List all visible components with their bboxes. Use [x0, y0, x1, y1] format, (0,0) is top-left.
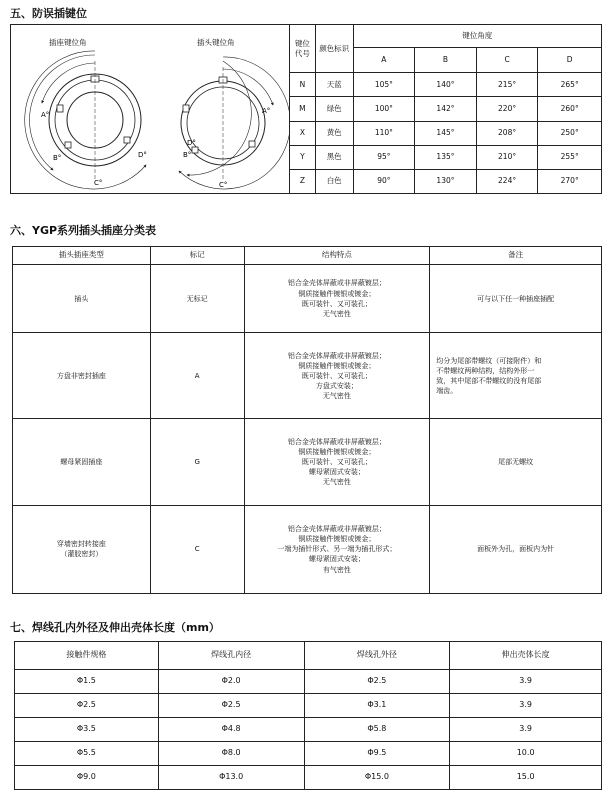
- inner-diameter: Φ13.0: [158, 766, 304, 790]
- key-angle-diagram-cell: [11, 25, 290, 194]
- note-header: 备注: [430, 247, 602, 265]
- outer-diameter: Φ9.5: [304, 742, 450, 766]
- color-mark: 绿色: [315, 97, 353, 121]
- key-code: N: [290, 73, 316, 97]
- angle-a: 90°: [353, 169, 415, 193]
- plug-angle-label: 插头键位角: [197, 38, 235, 47]
- features-cell: 铝合金壳体屏蔽或非屏蔽镀层； 铜质接触件镀银或镀金； 一端为插针形式、另一端为插孔形式； 螺母紧固式安装； 有气密性: [244, 505, 430, 593]
- solder-hole-table: [14, 641, 602, 790]
- type-header: 插头插座类型: [13, 247, 151, 265]
- table-row: [13, 505, 602, 593]
- color-mark: 天蓝: [315, 73, 353, 97]
- inner-diameter: Φ8.0: [158, 742, 304, 766]
- outer-diameter: Φ2.5: [304, 670, 450, 694]
- key-code: M: [290, 97, 316, 121]
- table-row: [15, 742, 602, 766]
- outer-diameter: Φ3.1: [304, 694, 450, 718]
- contact-spec: Φ1.5: [15, 670, 159, 694]
- key-code: X: [290, 121, 316, 145]
- socket-label-b: B°: [53, 154, 62, 162]
- features-cell: 铝合金壳体屏蔽或非屏蔽镀层； 铜质接触件镀银或镀金； 既可装针、又可装孔； 方盘式安装； 无气密性: [244, 333, 430, 419]
- contact-spec: Φ2.5: [15, 694, 159, 718]
- contact-spec-header: 接触件规格: [15, 642, 159, 670]
- contact-spec: Φ3.5: [15, 718, 159, 742]
- extension-length: 3.9: [450, 670, 602, 694]
- plug-label-b: B°: [183, 151, 192, 159]
- color-mark-header: 颜色标识: [315, 25, 353, 73]
- angle-a: 105°: [353, 73, 415, 97]
- angle-a: 110°: [353, 121, 415, 145]
- angle-d: 255°: [538, 145, 602, 169]
- mark-cell: G: [150, 419, 244, 505]
- angle-d: 270°: [538, 169, 602, 193]
- color-mark: 黑色: [315, 145, 353, 169]
- table-row: [15, 766, 602, 790]
- type-cell: 插头: [13, 265, 151, 333]
- angle-b: 135°: [415, 145, 477, 169]
- angle-c: 215°: [476, 73, 538, 97]
- key-position-table: [10, 24, 602, 194]
- outer-diameter-header: 焊线孔外径: [304, 642, 450, 670]
- angle-c: 208°: [476, 121, 538, 145]
- socket-label-d: D°: [138, 151, 147, 159]
- table-row: [15, 694, 602, 718]
- col-b-header: B: [415, 48, 477, 73]
- mark-header: 标记: [150, 247, 244, 265]
- socket-label-c: C°: [94, 179, 103, 187]
- type-cell: 穿墙密封转接座 （灌胶密封）: [13, 505, 151, 593]
- extension-length: 3.9: [450, 694, 602, 718]
- angle-c: 224°: [476, 169, 538, 193]
- features-cell: 铝合金壳体屏蔽或非屏蔽镀层； 铜质接触件镀银或镀金； 既可装针、又可装孔； 无气密性: [244, 265, 430, 333]
- classification-table: [12, 246, 602, 594]
- socket-diagram: [25, 51, 146, 189]
- contact-spec: Φ5.5: [15, 742, 159, 766]
- key-code: Y: [290, 145, 316, 169]
- angle-d: 260°: [538, 97, 602, 121]
- table-row: [15, 718, 602, 742]
- outer-diameter: Φ5.8: [304, 718, 450, 742]
- angle-b: 130°: [415, 169, 477, 193]
- key-code: Z: [290, 169, 316, 193]
- mark-cell: C: [150, 505, 244, 593]
- angle-d: 250°: [538, 121, 602, 145]
- inner-diameter: Φ2.5: [158, 694, 304, 718]
- note-cell: 可与以下任一种插座插配: [430, 265, 602, 333]
- plug-label-c: C°: [219, 181, 228, 189]
- color-mark: 黄色: [315, 121, 353, 145]
- section5-title: 五、防误插键位: [10, 7, 87, 20]
- key-angle-header: 键位角度: [353, 25, 601, 48]
- angle-a: 95°: [353, 145, 415, 169]
- type-cell: 方盘非密封插座: [13, 333, 151, 419]
- angle-b: 142°: [415, 97, 477, 121]
- col-c-header: C: [476, 48, 538, 73]
- mark-cell: 无标记: [150, 265, 244, 333]
- inner-diameter: Φ2.0: [158, 670, 304, 694]
- table-row: [13, 265, 602, 333]
- plug-label-a: A°: [262, 107, 271, 115]
- extension-length-header: 伸出壳体长度: [450, 642, 602, 670]
- key-code-header: 键位 代号: [290, 25, 316, 73]
- col-d-header: D: [538, 48, 602, 73]
- contact-spec: Φ9.0: [15, 766, 159, 790]
- angle-a: 100°: [353, 97, 415, 121]
- section7-title: 七、焊线孔内外径及伸出壳体长度（mm）: [10, 621, 220, 634]
- table-row: [13, 333, 602, 419]
- angle-b: 145°: [415, 121, 477, 145]
- extension-length: 3.9: [450, 718, 602, 742]
- angle-d: 265°: [538, 73, 602, 97]
- color-mark: 白色: [315, 169, 353, 193]
- note-cell: 面板外为孔，面板内为针: [430, 505, 602, 593]
- plug-label-d: D°: [187, 139, 196, 147]
- inner-diameter: Φ4.8: [158, 718, 304, 742]
- table-row: [13, 419, 602, 505]
- col-a-header: A: [353, 48, 415, 73]
- section6-title: 六、YGP系列插头插座分类表: [10, 224, 157, 237]
- key-angle-diagram: [11, 25, 289, 193]
- note-cell: 尾部无螺纹: [430, 419, 602, 505]
- outer-diameter: Φ15.0: [304, 766, 450, 790]
- note-cell: 均分为尾部带螺纹（可接附件）和 不带螺纹两种结构，结构外形一 致，其中尾部不带螺纹的没有尾部 端齿。: [430, 333, 602, 419]
- features-cell: 铝合金壳体屏蔽或非屏蔽镀层； 铜质接触件镀银或镀金； 既可装针、又可装孔； 螺母紧固式安装； 无气密性: [244, 419, 430, 505]
- type-cell: 螺母紧固插座: [13, 419, 151, 505]
- mark-cell: A: [150, 333, 244, 419]
- extension-length: 15.0: [450, 766, 602, 790]
- features-header: 结构特点: [244, 247, 430, 265]
- angle-c: 220°: [476, 97, 538, 121]
- socket-label-a: A°: [41, 111, 50, 119]
- angle-b: 140°: [415, 73, 477, 97]
- inner-diameter-header: 焊线孔内径: [158, 642, 304, 670]
- table-row: [15, 670, 602, 694]
- extension-length: 10.0: [450, 742, 602, 766]
- plug-diagram: [179, 57, 289, 189]
- socket-angle-label: 插座键位角: [49, 38, 87, 47]
- angle-c: 210°: [476, 145, 538, 169]
